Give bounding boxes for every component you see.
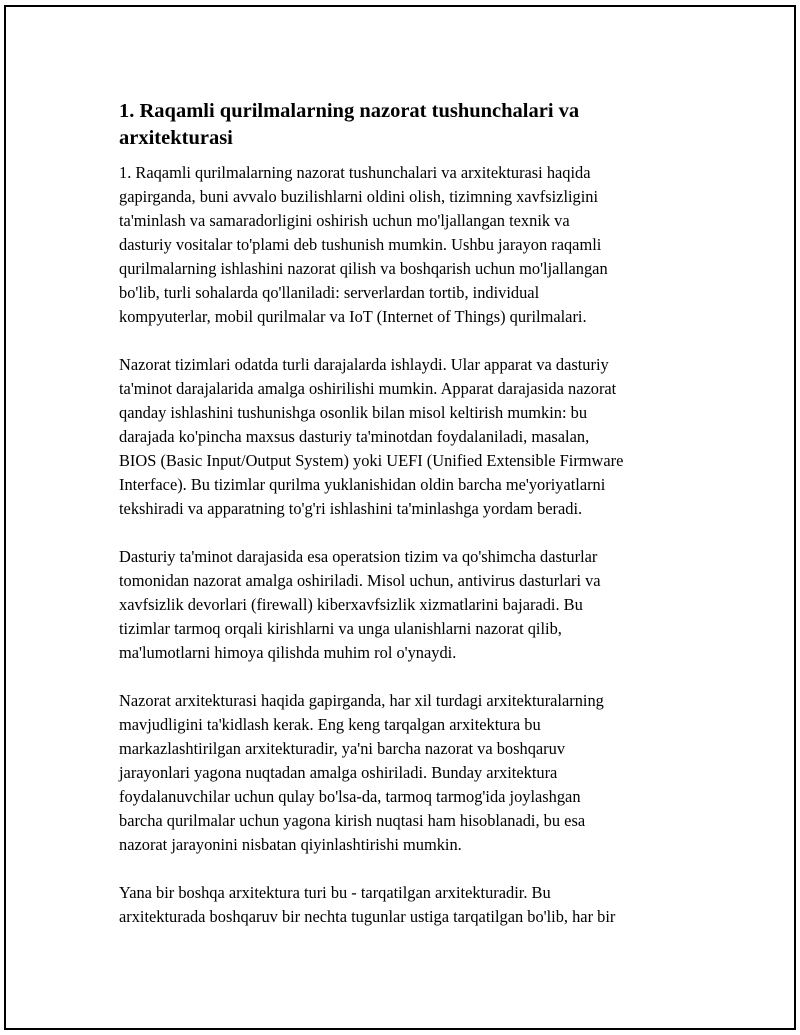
paragraph-line: ma'lumotlarni himoya qilishda muhim rol o'ynaydi. [119, 643, 457, 662]
paragraph-line: 1. Raqamli qurilmalarning nazorat tushunchalari va arxitekturasi haqida [119, 163, 591, 182]
paragraph-line: Nazorat tizimlari odatda turli darajalarda ishlaydi. Ular apparat va dasturiy [119, 355, 609, 374]
body-paragraph [119, 545, 691, 665]
paragraph-line: markazlashtirilgan arxitekturadir, ya'ni barcha nazorat va boshqaruv [119, 739, 566, 758]
paragraph-line: mavjudligini ta'kidlash kerak. Eng keng tarqalgan arxitektura bu [119, 715, 541, 734]
paragraph-line: gapirganda, buni avvalo buzilishlarni oldini olish, tizimning xavfsizligini [119, 187, 599, 206]
body-paragraph [119, 881, 691, 929]
body-paragraph [119, 689, 691, 857]
paragraph-line: tekshiradi va apparatning to'g'ri ishlashini ta'minlashga yordam beradi. [119, 499, 583, 518]
paragraph-line: Nazorat arxitekturasi haqida gapirganda, har xil turdagi arxitekturalarning [119, 691, 604, 710]
paragraph-line: Dasturiy ta'minot darajasida esa operatsion tizim va qo'shimcha dasturlar [119, 547, 598, 566]
paragraph-line: kompyuterlar, mobil qurilmalar va IoT (Internet of Things) qurilmalari. [119, 307, 587, 326]
document-page [4, 5, 796, 1030]
paragraph-line: tomonidan nazorat amalga oshiriladi. Misol uchun, antivirus dasturlari va [119, 571, 601, 590]
body-paragraph [119, 353, 691, 521]
paragraph-line: bo'lib, turli sohalarda qo'llaniladi: serverlardan tortib, individual [119, 283, 540, 302]
paragraph-line: Interface). Bu tizimlar qurilma yuklanishidan oldin barcha me'yoriyatlarni [119, 475, 606, 494]
paragraph-line: ta'minot darajalarida amalga oshirilishi mumkin. Apparat darajasida nazorat [119, 379, 617, 398]
paragraph-line: xavfsizlik devorlari (firewall) kiberxavfsizlik xizmatlarini bajaradi. Bu [119, 595, 583, 614]
paragraph-line: arxitekturada boshqaruv bir nechta tugunlar ustiga tarqatilgan bo'lib, har bir [119, 907, 616, 926]
section-heading [119, 98, 691, 152]
document-content [119, 98, 691, 953]
paragraph-line: nazorat jarayonini nisbatan qiyinlashtirishi mumkin. [119, 835, 462, 854]
paragraph-line: qanday ishlashini tushunishga osonlik bilan misol keltirish mumkin: bu [119, 403, 588, 422]
paragraph-line: darajada ko'pincha maxsus dasturiy ta'minotdan foydalaniladi, masalan, [119, 427, 590, 446]
heading-line: arxitekturasi [119, 127, 233, 149]
paragraph-line: ta'minlash va samaradorligini oshirish uchun mo'ljallangan texnik va [119, 211, 570, 230]
body-paragraph [119, 161, 691, 329]
paragraph-line: BIOS (Basic Input/Output System) yoki UEFI (Unified Extensible Firmware [119, 451, 624, 470]
paragraph-line: barcha qurilmalar uchun yagona kirish nuqtasi ham hisoblanadi, bu esa [119, 811, 586, 830]
paragraph-line: foydalanuvchilar uchun qulay bo'lsa-da, tarmoq tarmog'ida joylashgan [119, 787, 581, 806]
paragraph-line: Yana bir boshqa arxitektura turi bu - tarqatilgan arxitekturadir. Bu [119, 883, 551, 902]
paragraph-line: qurilmalarning ishlashini nazorat qilish va boshqarish uchun mo'ljallangan [119, 259, 608, 278]
paragraph-line: tizimlar tarmoq orqali kirishlarni va unga ulanishlarni nazorat qilib, [119, 619, 562, 638]
paragraph-line: jarayonlari yagona nuqtadan amalga oshiriladi. Bunday arxitektura [119, 763, 558, 782]
document-body [119, 161, 691, 929]
paragraph-line: dasturiy vositalar to'plami deb tushunish mumkin. Ushbu jarayon raqamli [119, 235, 602, 254]
heading-line: 1. Raqamli qurilmalarning nazorat tushunchalari va [119, 100, 580, 122]
